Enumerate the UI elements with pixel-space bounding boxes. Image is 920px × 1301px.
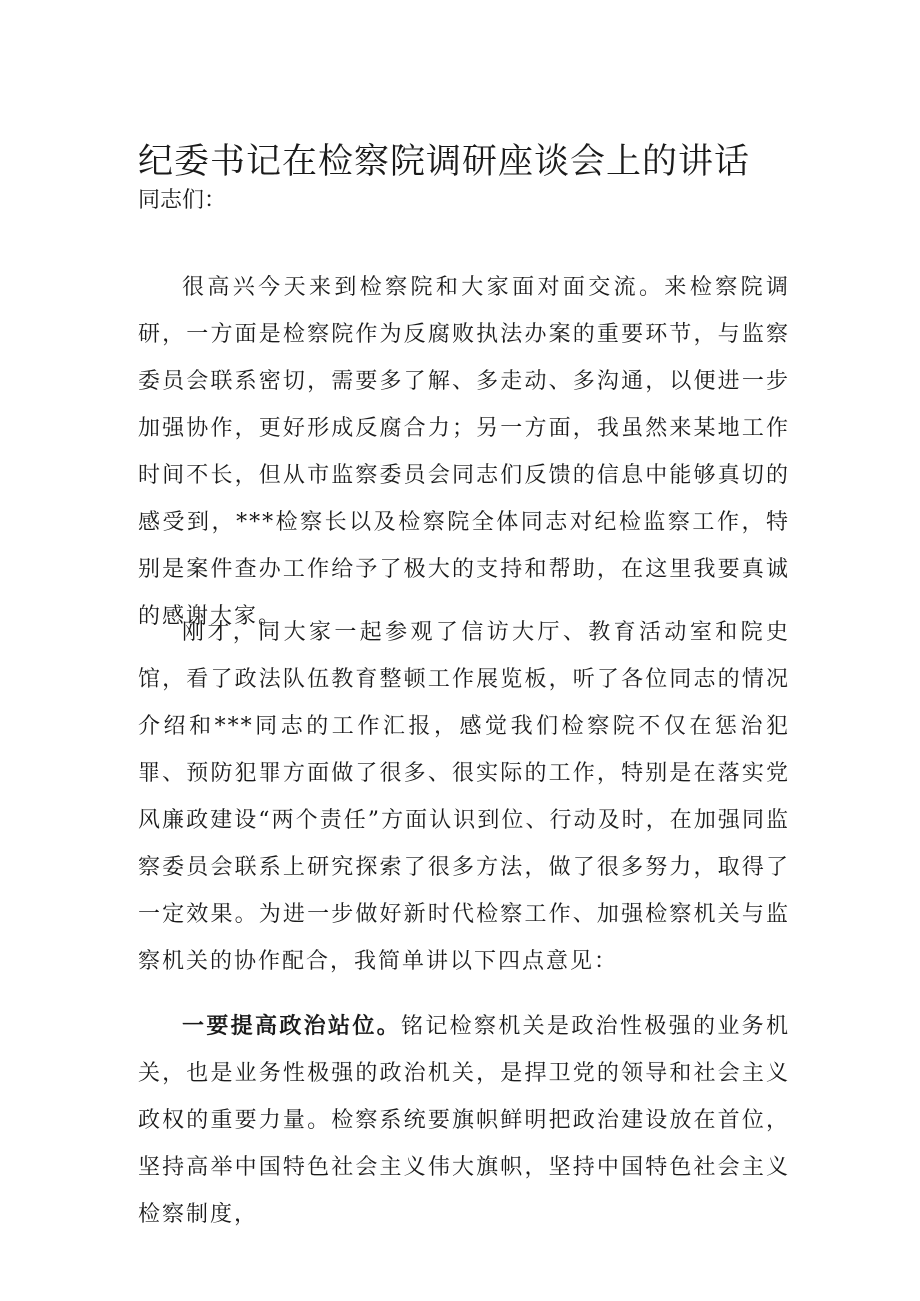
paragraph-2	[138, 609, 790, 985]
paragraph-3-text: 铭记检察机关是政治性极强的业务机关，也是业务性极强的政治机关，是捍卫党的领导和社会主义政权的重要力量。检察系统要旗帜鲜明把政治建设放在首位，坚持高举中国特色社会主义伟大旗帜，坚持中国特色社会主义检察制度，	[138, 1014, 790, 1227]
paragraph-3-lead: 一要提高政治站位。	[182, 1013, 401, 1039]
paragraph-3	[138, 1003, 790, 1238]
document-title: 纪委书记在检察院调研座谈会上的讲话	[138, 142, 751, 182]
paragraph-1-text: 很高兴今天来到检察院和大家面对面交流。来检察院调研，一方面是检察院作为反腐败执法办案的重要环节，与监察委员会联系密切，需要多了解、多走动、多沟通，以便进一步加强协作，更好形成反腐合力；另一方面，我虽然来某地工作时间不长，但从市监察委员会同志们反馈的信息中能够真切的感受到，***检察长以及检察院全体同志对纪检监察工作，特别是案件查办工作给予了极大的支持和帮助，在这里我要真诚的感谢大家。	[138, 275, 790, 629]
paragraph-1	[138, 264, 790, 640]
paragraph-2-text: 刚才，同大家一起参观了信访大厅、教育活动室和院史馆，看了政法队伍教育整顿工作展览板，听了各位同志的情况介绍和***同志的工作汇报，感觉我们检察院不仅在惩治犯罪、预防犯罪方面做了很多、很实际的工作，特别是在落实党风廉政建设“两个责任”方面认识到位、行动及时，在加强同监察委员会联系上研究探索了很多方法，做了很多努力，取得了一定效果。为进一步做好新时代检察工作、加强检察机关与监察机关的协作配合，我简单讲以下四点意见：	[138, 620, 790, 974]
salutation: 同志们：	[138, 188, 227, 213]
